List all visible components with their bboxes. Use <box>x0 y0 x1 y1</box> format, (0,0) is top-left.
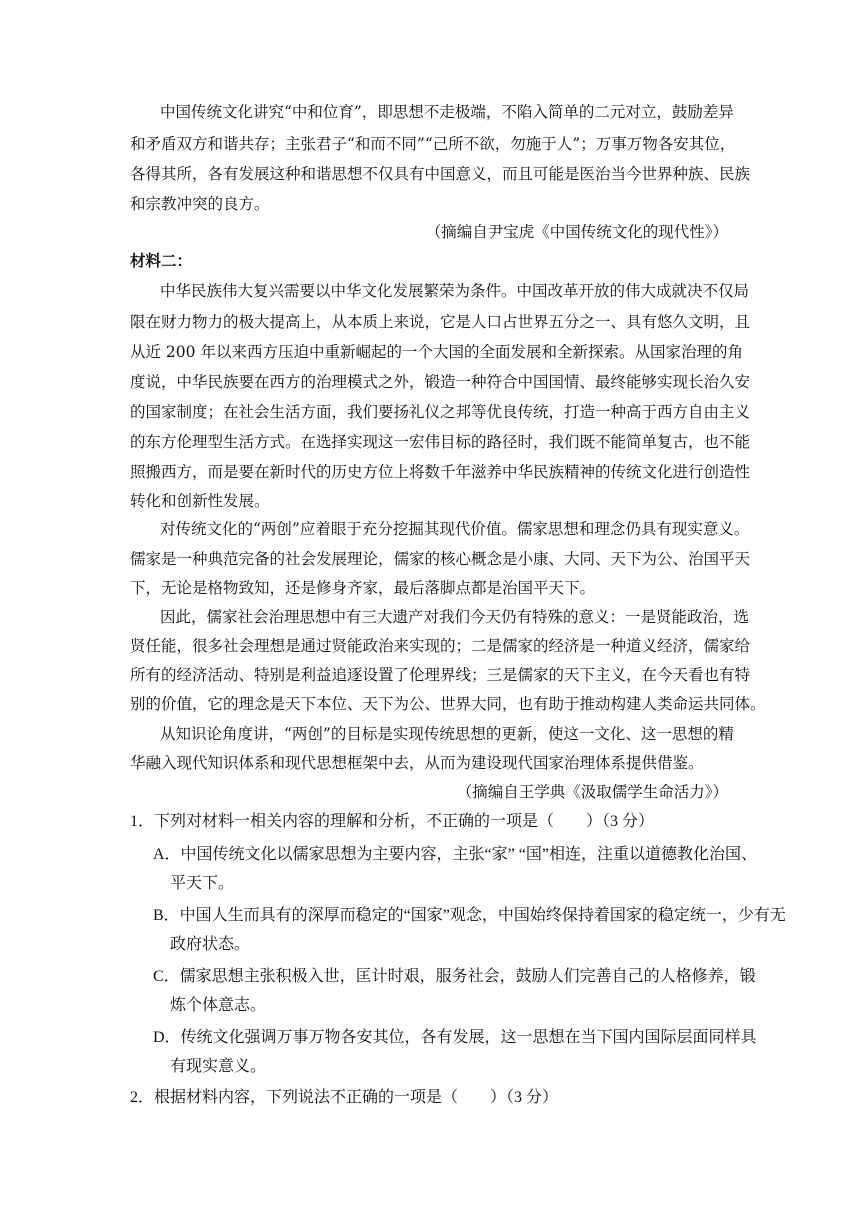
question1-option-c: C．儒家思想主张积极入世，匡计时艰，服务社会，鼓励人们完善自己的人格修养，锻 <box>153 968 756 985</box>
question1-option-d: D．传统文化强调万事万物各安其位，各有发展，这一思想在当下国内国际层面同样具 <box>153 1029 757 1046</box>
material2-line-6: 的东方伦理型生活方式。在选择实现这一宏伟目标的路径时，我们既不能简单复古，也不能 <box>130 433 751 451</box>
material2-line-4: 度说，中华民族要在西方的治理模式之外，锻造一种符合中国国情、最终能够实现长治久安 <box>130 373 751 391</box>
material2-line-8: 转化和创新性发展。 <box>130 492 270 510</box>
material2-line-13: 贤任能，很多社会理想是通过贤能政治来实现的；二是儒家的经济是一种道义经济，儒家给 <box>130 637 751 655</box>
question1-option-a: A．中国传统文化以儒家思想为主要内容，主张“家” “国”相连，注重以道德教化治国、 <box>153 846 757 863</box>
material2-line-17: 华融入现代知识体系和现代思想框架中去，从而为建设现代国家治理体系提供借鉴。 <box>130 754 704 772</box>
material1-line-2: 和矛盾双方和谐共存；主张君子“和而不同”“己所不欲，勿施于人”；万事万物各安其位， <box>130 135 736 153</box>
question1-option-d-cont: 有现实意义。 <box>170 1058 267 1075</box>
material2-line-1: 中华民族伟大复兴需要以中华文化发展繁荣为条件。中国改革开放的伟大成就决不仅局 <box>160 282 750 300</box>
question1-option-c-cont: 炼个体意志。 <box>170 997 267 1014</box>
material2-line-3: 从近 200 年以来西方压迫中重新崛起的一个大国的全面发展和全新探索。从国家治理的角 <box>130 343 743 361</box>
material2-line-12: 因此，儒家社会治理思想中有三大遗产对我们今天仍有特殊的意义：一是贤能政治，选 <box>160 608 750 626</box>
question1-option-b: B．中国人生而具有的深厚而稳定的“国家”观念，中国始终保持着国家的稳定统一，少有无 <box>153 907 786 924</box>
question1-stem: 1．下列对材料一相关内容的理解和分析，不正确的一项是（ ）（3 分） <box>130 813 655 830</box>
material2-line-2: 限在财力物力的极大提高上，从本质上来说，它是人口占世界五分之一、具有悠久文明，且 <box>130 313 751 331</box>
question2-stem: 2．根据材料内容，下列说法不正确的一项是（ ）（3 分） <box>130 1089 559 1106</box>
material1-line-1: 中国传统文化讲究“中和位育”，即思想不走极端，不陷入简单的二元对立，鼓励差异 <box>160 103 734 121</box>
material2-line-11: 下，无论是格物致知，还是修身齐家，最后落脚点都是治国平天下。 <box>130 579 596 597</box>
material2-line-9: 对传统文化的“两创”应着眼于充分挖掘其现代价值。儒家思想和理念仍具有现实意义。 <box>160 520 750 538</box>
material2-line-5: 的国家制度；在社会生活方面，我们要扬礼仪之邦等优良传统，打造一种高于西方自由主义 <box>130 403 751 421</box>
material1-line-4: 和宗教冲突的良方。 <box>130 195 270 213</box>
material2-heading: 材料二： <box>130 252 193 270</box>
material2-line-16: 从知识论角度讲，“两创”的目标是实现传统思想的更新，使这一文化、这一思想的精 <box>160 725 734 743</box>
question1-option-b-cont: 政府状态。 <box>170 936 251 953</box>
material2-source: （摘编自王学典《汲取儒学生命活力》） <box>456 783 728 801</box>
material1-source: （摘编自尹宝虎《中国传统文化的现代性》） <box>425 223 728 241</box>
question1-option-a-cont: 平天下。 <box>170 875 235 892</box>
material1-line-3: 各得其所，各有发展这种和谐思想不仅具有中国意义，而且可能是医治当今世界种族、民族 <box>130 165 751 183</box>
material2-line-10: 儒家是一种典范完备的社会发展理论，儒家的核心概念是小康、大同、天下为公、治国平天 <box>130 550 751 568</box>
material2-line-7: 照搬西方，而是要在新时代的历史方位上将数千年滋养中华民族精神的传统文化进行创造性 <box>130 463 751 481</box>
material2-line-15: 别的价值，它的理念是天下本位、天下为公、世界大同，也有助于推动构建人类命运共同体。 <box>130 695 766 713</box>
material2-line-14: 所有的经济活动、特别是利益追逐设置了伦理界线；三是儒家的天下主义，在今天看也有特 <box>130 666 751 684</box>
